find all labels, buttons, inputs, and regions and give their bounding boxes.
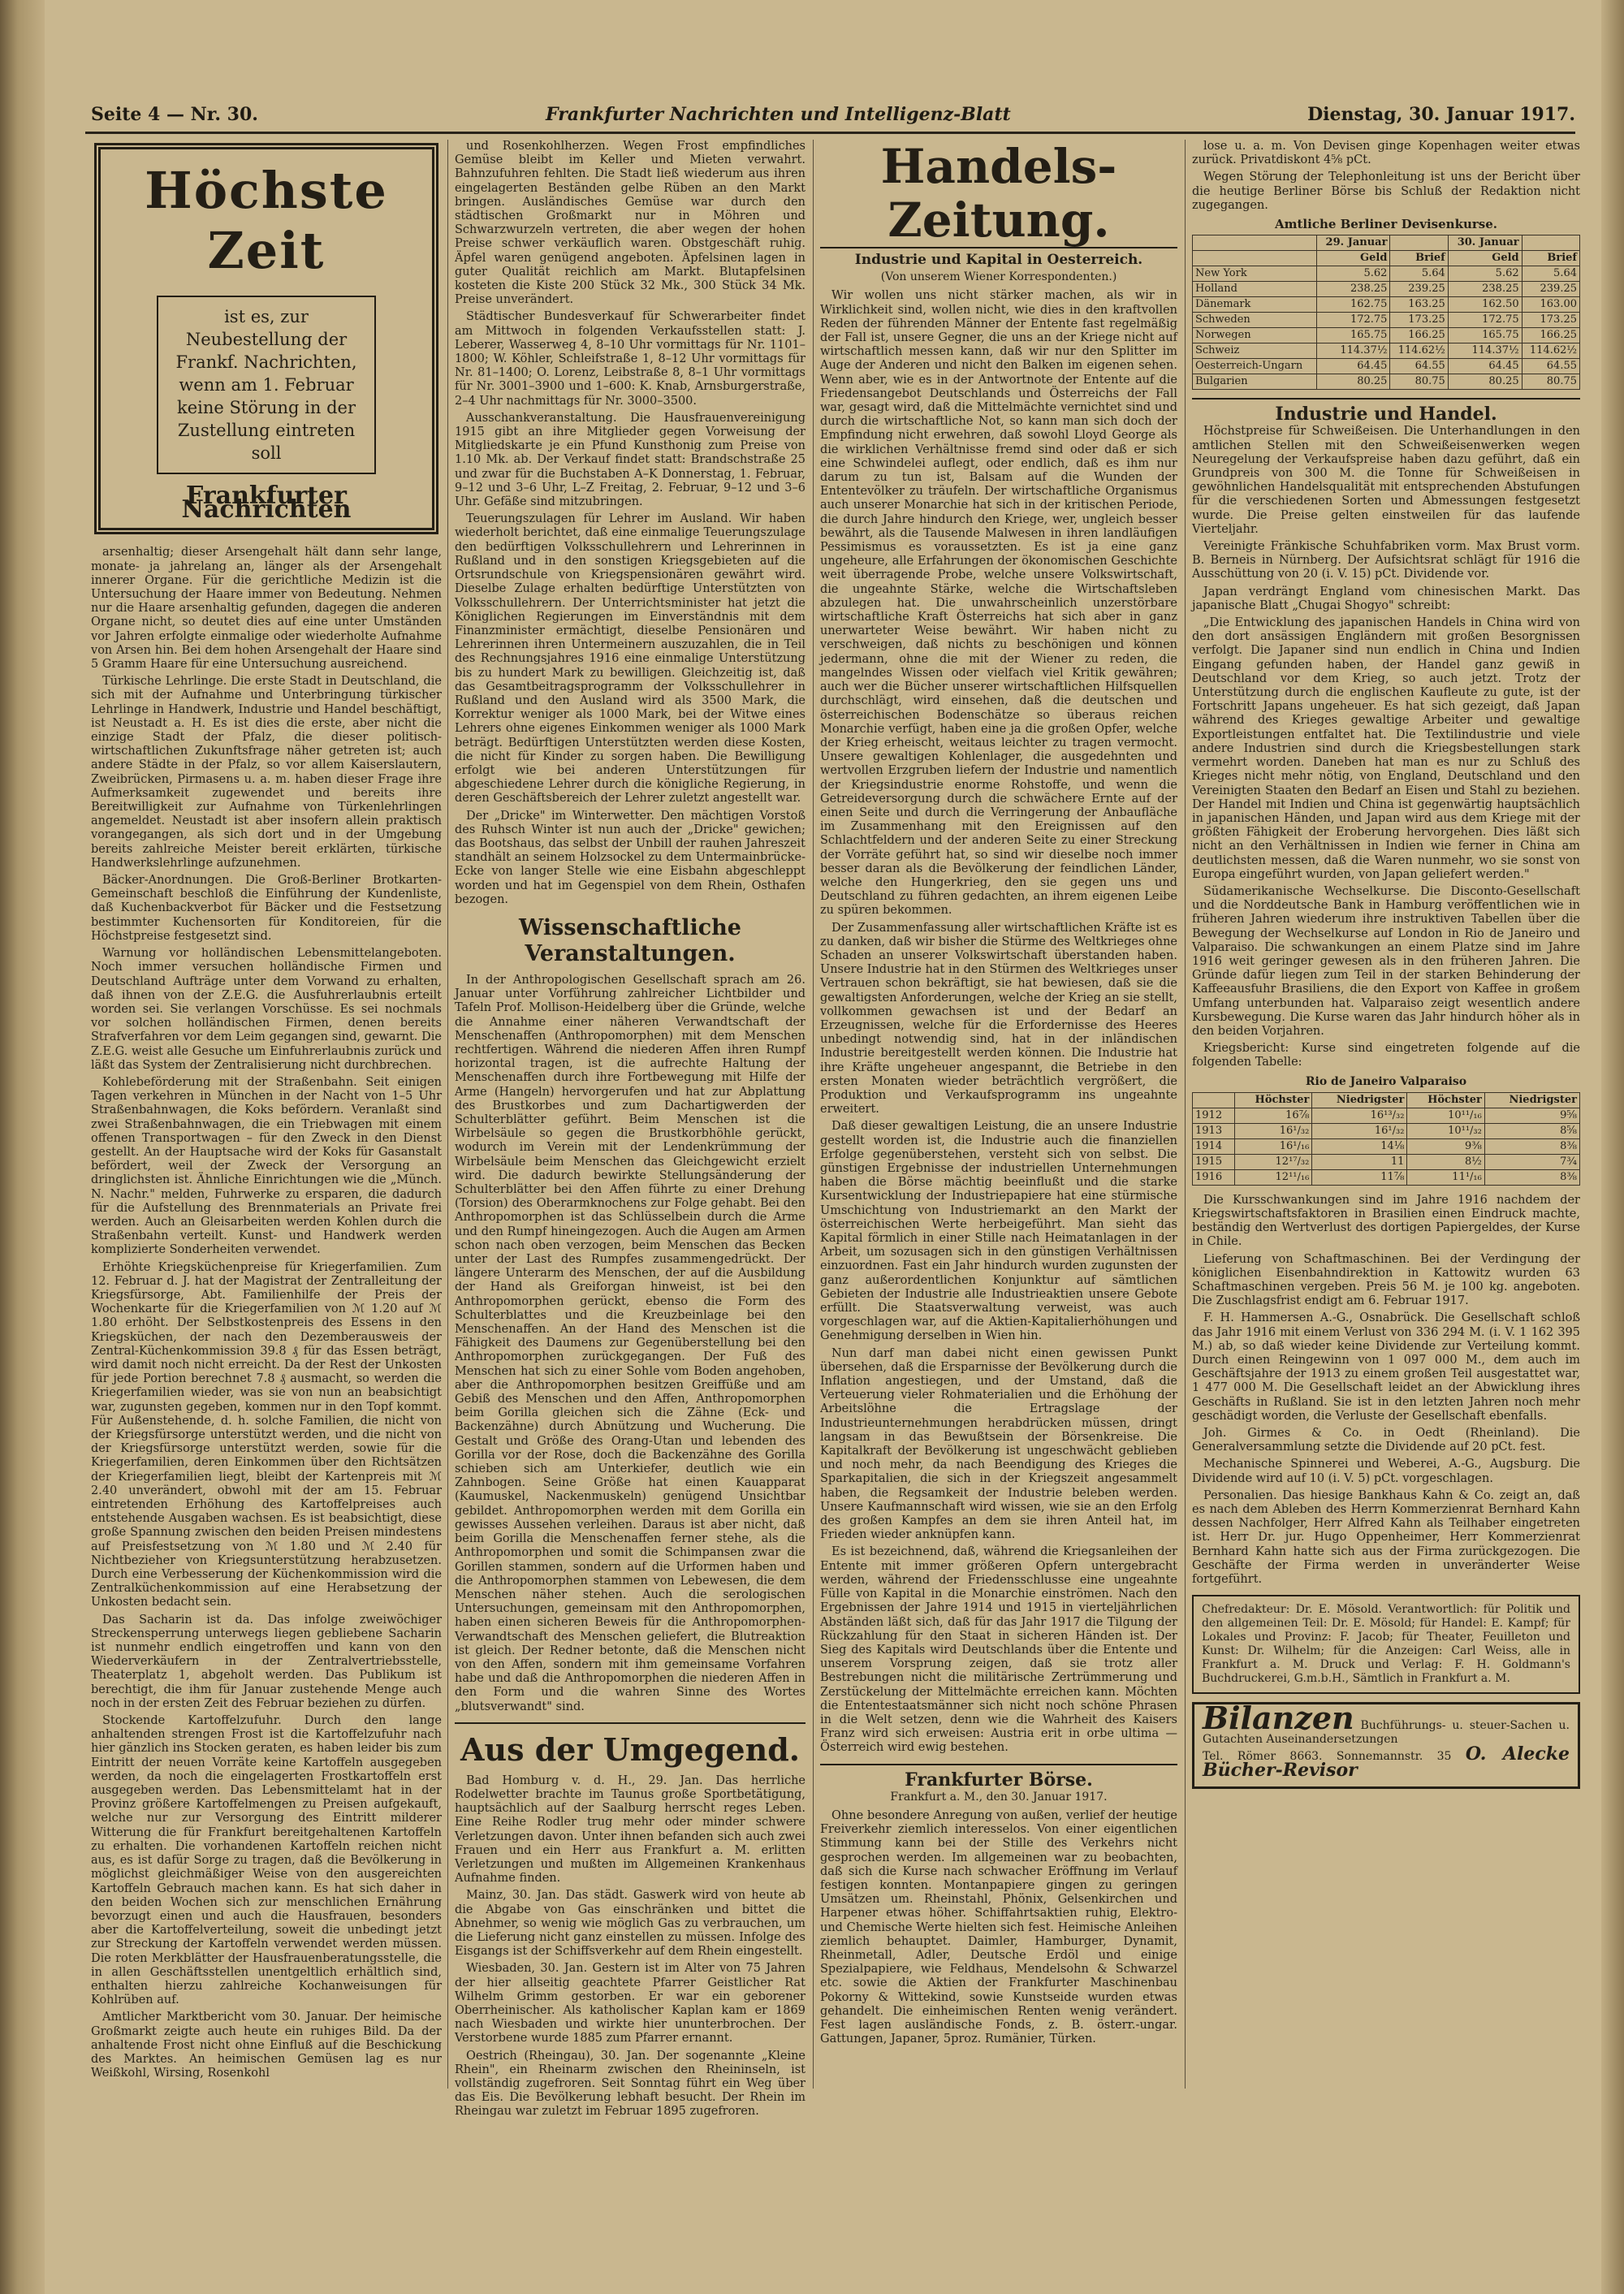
intro-notice: Wegen Störung der Telephonleitung ist uns der Bericht über die heutige Berliner Börse bis Schluß der Redaktion nicht zugegangen. (1192, 171, 1580, 212)
page-number: Seite 4 — Nr. 30. (91, 104, 258, 125)
paragraph: Städtischer Bundesverkauf für Schwerarbeiter findet am Mittwoch in folgenden Verkaufsstellen statt: J. Leberer, Wasserweg 4, 8–10 Uhr vormittags für Nr. 1101–1800; W. Köhler, Schleifstraße 1, 8–12 Uhr vormittags für Nr. 81–1400; O. Lorenz, Leibstraße 8, 8–1 Uhr vormittags für Nr. 3001–3900 und 1–600: K. Knab, Arnsburgerstraße, 2–4 Uhr nachmittags für Nr. 3000–3500. (455, 310, 806, 408)
table-cell: 8⅜ (1484, 1169, 1579, 1185)
table-cell: 9⅜ (1407, 1138, 1484, 1154)
paragraph: Südamerikanische Wechselkurse. Die Disconto-Gesellschaft und die Norddeutsche Bank in Hamburg veröffentlichen wie in früheren Jahren wiederum ihre instruktiven Tabellen über die Bewegung der Wechselkurse auf London in Rio de Janeiro und Valparaiso. Die schwankungen an einem Platze sind im Jahre 1916 weit geringer gewesen als in den früheren Jahren. Die Gründe dafür liegen zum Teil in der starken Behinderung der Kaffeeausfuhr Brasiliens, die den Export von Kaffee in großem Umfang unterbunden hat. Valparaiso zeigt wesentlich andere Kursbewegung. Die Kurse waren das Jahr hindurch höher als in den beiden Vorjahren. (1192, 884, 1580, 1038)
table-cell: 114.37½ (1316, 343, 1390, 359)
column-1-text (91, 546, 442, 2080)
table-row (1193, 359, 1580, 374)
table-cell: 16¹/₁₆ (1234, 1138, 1311, 1154)
paragraph: „Die Entwicklung des japanischen Handels in China wird von den dort ansässigen Engländern mit großen Besorgnissen verfolgt. Die Japaner sind nun endlich in China und Indien Eingang gefunden haben, der Handel ganz gewiß in Deutschland vor dem Krieg, so auch jetzt. Trotz der Unterstützung durch die englischen Kaufleute zu gute, ist der Fortschritt Japans ungeheuer. Es hat sich gezeigt, daß Japan während des Krieges gewaltige Arbeiter und gewaltige Exportleistungen entfaltet hat. Die Textilindustrie und viele andere Industrien sind durch die Kriegsbestellungen stark vermehrt worden. Daneben hat man es nur zu Schluß des Krieges nicht mehr nötig, von England, Deutschland und den Vereinigten Staaten den Bedarf an Eisen und Stahl zu beziehen. Der Handel mit Indien und China ist gegenwärtig hauptsächlich in japanischen Händen, und Japan wird aus dem Kriege mit der größten Fähigkeit der Eroberung hervorgehen. Dies läßt sich nicht an den Verhältnissen in Indien wie ferner in China am deutlichsten messen, daß die Waren nunmehr, wo sie sonst von Europa eingeführt wurden, von Japan geliefert werden." (1192, 616, 1580, 881)
table-cell: 166.25 (1522, 328, 1579, 343)
paragraph: Lieferung von Schaftmaschinen. Bei der Verdingung der königlichen Eisenbahndirektion in Kattowitz wurden 63 Schaftmaschinen vergeben. Preis 56 M. je 100 kg. angeboten. Die Zuschlagsfrist endigt am 6. Februar 1917. (1192, 1252, 1580, 1308)
industry-text-2 (1192, 1194, 1580, 1587)
table-cell: 16¹³/₃₂ (1312, 1108, 1407, 1123)
table-header-cell (1522, 235, 1579, 251)
paragraph: Teuerungszulagen für Lehrer im Ausland. Wir haben wiederholt berichtet, daß eine einmalige Teuerungszulage den bedürftigen Volksschullehrern und Lehrerinnen in Rußland und in den sonstigen Kriegsgebieten auf die Ortsrundschule von Kriegspensionären gewährt wird. Dieselbe Zulage erhalten bedürftige Unterstützten von Volksschullehrern. Der Unterrichtsminister hat jetzt die Königlichen Regierungen im Einverständnis mit dem Finanzminister ermächtigt, dieselbe Pensionären und Lehrerinnen ihren Untermeinern auszuzahlen, die in Teil des Rechnungsjahres 1916 eine einmalige Unterstützung bis zu hundert Mark zu bewilligen. Gleichzeitig ist, daß das Gesamtbeitragsprogramm der Volksschullehrer in Rußland und den Ausland wird als 3500 Mark, die Korrektur weniger als 1000 Mark, bei der Witwe eines Lehrers ohne eigenes Einkommen weniger als 1000 Mark beträgt. Bedürftigen Unterstützten werden diese Kosten, die nicht für Kinder zu sorgen haben. Die Bewilligung erfolgt wie bei anderen Unterstützungen für abgeschiedene Lehrer durch die königliche Regierung, in deren Geschäftsbereich der Lehrer zuletzt angestellt war. (455, 512, 806, 806)
paragraph: Der „Dricke" im Winterwetter. Den mächtigen Vorstoß des Ruhsch Winter ist nun auch der „Dricke" gewichen; das Bootshaus, das selbst der Unbill der rauhen Jahreszeit standhält an seinem Holzsockel zu dem Untermainbrücke-Ecke von langer Stelle wie eine Eisbahn abgeschleppt worden und hat im Gegenspiel von dem Rhein, Osthafen bezogen. (455, 809, 806, 906)
table-cell: 1912 (1193, 1108, 1235, 1123)
paragraph: Erhöhte Kriegsküchenpreise für Kriegerfamilien. Zum 12. Februar d. J. hat der Magistrat der Zentralleitung der Kriegsfürsorge, Abt. Familienhilfe der Preis der Wochenkarte für die Kriegerfamilien von ℳ 1.20 auf ℳ 1.80 erhöht. Der Selbstkostenpreis des Essens in den Kriegsküchen, der nach den Dezemberausweis der Zentral-Küchenkommission 39.8 ₰ für das Essen beträgt, wird damit noch nicht erreicht. Da der Rest der Unkosten für jede Portion berechnet 7.8 ₰ ausmacht, so werden die Kriegerfamilien wieder, was sie von nun an beabsichtigt war, zugunsten gegeben, kommen nur in den Topf kommt. Für Außenstehende, d. h. solche Familien, die nicht von der Kriegsfürsorge unterstützt werden, und die nicht von der Kriegsfürsorge unterstützt werden, sowie für die Kriegerfamilien, deren Einkommen über den Richtsätzen der Kriegerfamilien liegt, bleibt der Kartenpreis mit ℳ 2.40 unverändert, obwohl mit der am 15. Februar eintretenden Erhöhung des Kartoffelpreises auch entstehende Ausgaben wachsen. Es ist beabsichtigt, diese große Spannung zwischen den beiden Preisen mindestens auf Preisfestsetzung von ℳ 1.80 und ℳ 2.40 für Nichtbezieher von Kriegsunterstützung herabzusetzen. Durch eine Verbesserung der Küchenkommission wird die Zentralküchenkommission auf eine Herabsetzung der Unkosten bedacht sein. (91, 1260, 442, 1609)
paragraph: Ausschankveranstaltung. Die Hausfrauenvereinigung 1915 gibt an ihre Mitglieder gegen Vorweisung der Mitgliedskarte je ein Pfund Kunsthonig zum Preise von 1.10 Mk. ab. Der Verkauf findet statt: Brandschstraße 25 und zwar für die Buchstaben A–K Donnerstag, 1. Februar, 9–12 und 3–6 Uhr, L–Z Freitag, 2. Februar, 9–12 und 3–6 Uhr. Gefäße sind mitzubringen. (455, 411, 806, 509)
bilanz-name: O. Alecke Bücher-Revisor (1203, 1743, 1570, 1781)
table-cell: 166.25 (1390, 328, 1448, 343)
table-cell: 1916 (1193, 1169, 1235, 1185)
table-cell: New York (1193, 266, 1317, 282)
table-header-cell: Niedrigster (1484, 1092, 1579, 1108)
paragraph: Kohlebeförderung mit der Straßenbahn. Seit einigen Tagen verkehren in München in der Nacht von 1–5 Uhr Straßenbahnwagen, die Koks befördern. Veranlaßt sind zwei Straßenbahnwagen, die ein Triebwagen mit einem offenen Transportwagen – für den Zweck in den Dienst gestellt. An der Hauptsache wird der Koks für Gasanstalt befördert, weil der Zweck der Versorgung an dringlichsten ist. Ähnliche Einrichtungen wie die „Münch. N. Nachr." melden, Fuhrwerke zu ersparen, die dadurch für die Aufstellung des Brennmaterials an Private frei werden. Auch an Gleisarbeiten werden Kohlen durch die Straßenbahn verteilt. Kunst- und Handwerk werden komplizierte Sonderheiten verwendet. (91, 1075, 442, 1257)
paragraph: Stockende Kartoffelzufuhr. Durch den lange anhaltenden strengen Frost ist die Kartoffelzufuhr nach hier gänzlich ins Stocken geraten, es haben leider bis zum Eintritt der neuen Vorräte keine Kartoffeln ausgegeben werden, da noch die eingelagerten Frostkartoffeln erst ausgegeben werden. Das Lebensmittelamt hat in der Provinz größere Kartoffelmengen zu Preisen aufgekauft, welche nur zur Versorgung des Eintritt milderer Witterung die für Frankfurt bereitgehaltenen Kartoffeln zu erhalten. Die vorhandenen Kartoffeln reichen nicht aus, es ist dafür Sorge zu tragen, daß die Bevölkerung in möglichst gleichmäßiger Weise von den ausgereichten Kartoffeln Gebrauch machen kann. Es hat sich daher in den beiden Wochen sich zur menschlichen Ernährung bevorzugt einen und auch die Hausfrauen, besonders aber die Kartoffelverteilung, soweit die unbedingt jetzt zur Streckung der Kartoffeln verwendet werden müssen. Die roten Merkblätter der Hausfrauenberatungsstelle, die in allen Geschäftsstellen unentgeltlich erhältlich sind, enthalten hierzu zahlreiche Kochanweisungen für Kohlrüben auf. (91, 1714, 442, 2007)
article-text (820, 289, 1177, 1755)
table-cell: 5.62 (1448, 266, 1522, 282)
bilanz-address: Tel. Römer 8663. Sonnemannstr. 35 (1203, 1749, 1452, 1763)
section-rule (455, 1722, 806, 1724)
bilanz-ad (1192, 1702, 1580, 1789)
table-cell: 239.25 (1522, 282, 1579, 297)
table-header-cell: Höchster (1234, 1092, 1311, 1108)
table-cell: 80.75 (1390, 374, 1448, 390)
table-row (1193, 328, 1580, 343)
column-rule (813, 140, 814, 2089)
table-cell: 1914 (1193, 1138, 1235, 1154)
table-row (1193, 282, 1580, 297)
ad-body: ist es, zur Neubestellung der Frankf. Nachrichten, wenn am 1. Februar keine Störung in der Zustellung eintreten soll (157, 296, 376, 474)
paragraph: Bäcker-Anordnungen. Die Groß-Berliner Brotkarten-Gemeinschaft beschloß die Einführung der Kundenliste, daß Kuchenbackverbot für Bäcker und die Festsetzung bestimmter Kuchensorten für Konditoreien, für die Höchstpreise festgesetzt sind. (91, 874, 442, 943)
column-2 (455, 140, 806, 2119)
table-cell: 80.25 (1316, 374, 1390, 390)
table-row (1193, 343, 1580, 359)
table-cell: 114.62½ (1522, 343, 1579, 359)
exchange-heading: Frankfurter Börse. (905, 1769, 1093, 1791)
paragraph: Bad Homburg v. d. H., 29. Jan. Das herrliche Rodelwetter brachte im Taunus große Sportbetätigung, hauptsächlich auf der Saalburg herrscht reges Leben. Eine Reihe Rodler trug mehr oder minder schwere Verletzungen davon. Unter ihnen befanden sich auch zwei Frauen und ein Herr aus Frankfurt a. M. erlitten Verletzungen und mußten im Allgemeinen Krankenhaus Aufnahme finden. (455, 1773, 806, 1886)
table-row (1193, 1169, 1580, 1185)
table-cell: 11 (1312, 1154, 1407, 1169)
currency-table-title: Amtliche Berliner Devisenkurse. (1274, 217, 1497, 232)
table-row (1193, 1138, 1580, 1154)
table-cell: 5.64 (1390, 266, 1448, 282)
paragraph: Joh. Girmes & Co. in Oedt (Rheinland). Die Generalversammlung setzte die Dividende auf 20 pCt. fest. (1192, 1427, 1580, 1454)
table-cell: 5.62 (1316, 266, 1390, 282)
table-cell: Schweiz (1193, 343, 1317, 359)
table-cell: Dänemark (1193, 297, 1317, 313)
section-heading-commerce: Handels-Zeitung. (820, 140, 1177, 248)
paragraph: Amtlicher Marktbericht vom 30. Januar. Der heimische Großmarkt zeigte auch heute ein ruhiges Bild. Da der anhaltende Frost nicht ohne Einfluß auf die Beschickung des Marktes. An heimischen Gemüsen lag es nur Weißkohl, Wirsing, Rosenkohl (91, 2011, 442, 2080)
table-row (1193, 1123, 1580, 1138)
table-cell: 11⅞ (1312, 1169, 1407, 1185)
table-cell: 8⅝ (1484, 1123, 1579, 1138)
table-cell: 16¹/₃₂ (1234, 1123, 1311, 1138)
table-header-cell: Geld (1448, 251, 1522, 266)
table-cell: 238.25 (1316, 282, 1390, 297)
table-cell: 64.45 (1316, 359, 1390, 374)
bilanz-title: Bilanzen (1203, 1700, 1354, 1737)
paragraph: Die Kursschwankungen sind im Jahre 1916 nachdem der Kriegswirtschaftsfaktoren in Brasilien einen Eindruck machte, beständig den Wertverlust des dortigen Papiergeldes, der Kurse in Chile. (1192, 1193, 1580, 1249)
table-header-cell (1193, 235, 1317, 251)
table-row (1193, 1154, 1580, 1169)
table-cell: 1913 (1193, 1123, 1235, 1138)
section-rule (820, 1764, 1177, 1765)
table-header-cell: 29. Januar (1316, 235, 1390, 251)
table-header-cell: Niedrigster (1312, 1092, 1407, 1108)
column-3 (820, 140, 1177, 2089)
paragraph: Vereinigte Fränkische Schuhfabriken vorm. Max Brust vorm. B. Berneis in Nürnberg. Der Aufsichtsrat schlägt für 1916 die Ausschüttung von 20 (i. V. 15) pCt. Dividende vor. (1192, 540, 1580, 581)
table-cell: 239.25 (1390, 282, 1448, 297)
table-cell: Oesterreich-Ungarn (1193, 359, 1317, 374)
table-cell: Bulgarien (1193, 374, 1317, 390)
page-edge (1601, 0, 1624, 2294)
paragraph: Kriegsbericht: Kurse sind eingetreten folgende auf die folgenden Tabelle: (1192, 1042, 1580, 1069)
industry-text (1192, 425, 1580, 1069)
table-header-cell: Höchster (1407, 1092, 1484, 1108)
paragraph: Warnung vor holländischen Lebensmittelangeboten. Noch immer versuchen holländische Firmen und Deutschland Aufträge unter dem Vorwand zu erhalten, daß ihnen von der Z.E.G. die Ausfuhrerlaubnis erteilt worden sei. Sie verlangen Vorschüsse. Es sei nochmals vor solchen holländischen Firmen, denen bereits Strafverfahren vor dem Leim gegangen sind, gewarnt. Die Z.E.G. weist alle Gesuche um Einfuhrerlaubnis zurück und läßt das System der Zentralisierung nicht durchbrechen. (91, 947, 442, 1072)
science-text (455, 974, 806, 1714)
section-heading-science: Wissenschaftliche Veranstaltungen. (519, 914, 741, 966)
newspaper-title: Frankfurter Nachrichten und Intelligenz-Blatt (546, 104, 1011, 125)
table-cell: 64.55 (1390, 359, 1448, 374)
table-cell: 1915 (1193, 1154, 1235, 1169)
paragraph: Personalien. Das hiesige Bankhaus Kahn & Co. zeigt an, daß es nach dem Ableben des Herrn Kommerzienrat Bernhard Kahn dessen Nachfolger, Herr Alfred Kahn als Teilhaber eingetreten ist. Herr Dr. jur. Hugo Oppenheimer, Herr Kommerzienrat Bernhard Kahn hatte sich aus der Firma zurückgezogen. Die Geschäfte der Firma werden in unveränderter Weise fortgeführt. (1192, 1488, 1580, 1587)
table-cell: 64.55 (1522, 359, 1579, 374)
table-header-cell: 30. Januar (1448, 235, 1522, 251)
table-header-row (1193, 1092, 1580, 1108)
paragraph: arsenhaltig; dieser Arsengehalt hält dann sehr lange, monate- ja jahrelang an, länger als der Arsengehalt innerer Organe. Für die gerichtliche Medizin ist die Untersuchung der Haare immer von Bedeutung. Nehmen nur die Haare arsenhaltig gefunden, dagegen die anderen Organe nicht, so deutet dies auf eine unter Umständen vor Jahren erfolgte einmalige oder wiederholte Aufnahme von Arsen hin. Bei dem hohen Arsengehalt der Haare sind 5 Gramm Haare für eine Untersuchung ausreichend. (91, 546, 442, 672)
table-header-cell: Brief (1390, 251, 1448, 266)
table-row (1193, 374, 1580, 390)
table-cell: 162.75 (1316, 297, 1390, 313)
table-cell: 172.75 (1316, 313, 1390, 328)
column-rule (1185, 140, 1186, 2089)
table-cell: 114.37½ (1448, 343, 1522, 359)
table-row (1193, 313, 1580, 328)
paragraph: F. H. Hammersen A.-G., Osnabrück. Die Gesellschaft schloß das Jahr 1916 mit einem Verlust von 336 294 M. (i. V. 1 162 395 M.) ab, so daß wieder keine Dividende zur Verteilung kommt. Durch einen Reingewinn von 1 097 000 M., dem auch im Geschäftsjahre der 1913 zu einem großen Teil ausgestattet war, 1 477 000 M. Die Gesellschaft leidet an der Abwicklung ihres Geschäfts in Rußland. Sie ist in den letzten Jahren noch mehr geschädigt worden, die Verluste der Gesellschaft ebenfalls. (1192, 1311, 1580, 1423)
column-4 (1192, 140, 1580, 2089)
table-row (1193, 1108, 1580, 1123)
masthead (91, 104, 1575, 130)
table-cell: 80.25 (1448, 374, 1522, 390)
table-cell: 114.62½ (1390, 343, 1448, 359)
section-heading-region: Aus der Umgegend. (460, 1730, 800, 1768)
paragraph: Türkische Lehrlinge. Die erste Stadt in Deutschland, die sich mit der Aufnahme und Unterbringung türkischer Lehrlinge in Handwerk, Industrie und Handel beschäftigt, ist Neustadt a. H. Es ist dies die erste, aber nicht die einzige Stadt der Pfalz, die dieser politisch-wirtschaftlichen Zukunftsfrage näher getreten ist; auch andere Städte in der Pfalz, so vor allem Kaiserslautern, Zweibrücken, Pirmasens u. a. m. haben dieser Frage ihre Aufmerksamkeit zugewendet und bereits ihre Bereitwilligkeit zur Aufnahme von Türkenlehrlingen angemeldet. Neustadt ist aber insofern allein praktisch vorangegangen, als sich dort und in der Umgebung bereits zahlreiche Meister bereit erklärten, türkische Handwerkslehrlinge aufzunehmen. (91, 675, 442, 870)
paragraph: Der Zusammenfassung aller wirtschaftlichen Kräfte ist es zu danken, daß wir bisher die Stürme des Weltkrieges ohne Schaden an unserer Volkswirtschaft überstanden haben. Unsere Industrie hat in den Stürmen des Weltkrieges unser Vertrauen schon bekräftigt, sie hat bewiesen, daß sie die gewaltigsten Anforderungen, welche der Krieg an sie stellt, vollkommen gewachsen ist und der Bedarf an Erzeugnissen, welche für die Erfordernisse des Heeres unbedingt notwendig sind, hat in der inländischen Industrie bereitgestellt werden können. Die Industrie hat ihre Kräfte ungeheuer angespannt, die Betriebe in den ersten Monaten wieder beträchtlich vergrößert, die Produktion und Verkaufsprogramm ins ungeahnte erweitert. (820, 921, 1178, 1117)
table-cell: 8½ (1407, 1154, 1484, 1169)
table-cell: 5.64 (1522, 266, 1579, 282)
issue-date: Dienstag, 30. Januar 1917. (1307, 104, 1575, 125)
table-cell: Norwegen (1193, 328, 1317, 343)
paragraph: Das Sacharin ist da. Das infolge zweiwöchiger Streckensperrung unterwegs liegen gebliebene Sacharin ist nunmehr endlich eingetroffen und kann von den Wiederverkäufern in der Zentralvertriebsstelle, Theaterplatz 1, abgeholt werden. Das Publikum ist berechtigt, die ihm für Januar zustehende Menge auch noch in der ersten Zeit des Februar beziehen zu dürfen. (91, 1613, 442, 1710)
byline: (Von unserem Wiener Korrespondenten.) (880, 270, 1117, 284)
paragraph: Mainz, 30. Jan. Das städt. Gaswerk wird von heute ab die Abgabe von Gas einschränken und bittet die Abnehmer, so wenig wie möglich Gas zu verbrauchen, um die Lieferung nicht ganz einstellen zu müssen. Infolge des Eisgangs ist der Schiffsverkehr auf dem Rhein eingestellt. (455, 1889, 806, 1959)
table-header-cell (1193, 251, 1317, 266)
table-cell: 80.75 (1522, 374, 1579, 390)
table-cell: 162.50 (1448, 297, 1522, 313)
table-cell: Schweden (1193, 313, 1317, 328)
table-cell: 165.75 (1316, 328, 1390, 343)
article-heading: Industrie und Kapital in Oesterreich. (854, 252, 1143, 268)
table-cell: 11¹/₁₆ (1407, 1169, 1484, 1185)
table-cell: 173.25 (1522, 313, 1579, 328)
table-header-row (1193, 235, 1580, 251)
column-1 (91, 140, 442, 2089)
masthead-rule (85, 132, 1575, 134)
paragraph: Wiesbaden, 30. Jan. Gestern ist im Alter von 75 Jahren der hier allseitig geachtete Pfarrer Geistlicher Rat Wilhelm Grimm gestorben. Er war ein geborener Oberrheinischer. Als katholischer Kaplan kam er 1869 nach Wiesbaden und wirkte hier ununterbrochen. Der Verstorbene wurde 1885 zum Pfarrer ernannt. (455, 1962, 806, 2046)
local-news (455, 140, 806, 907)
table-cell: 12¹⁷/₃₂ (1234, 1154, 1311, 1169)
rate-table-title: Rio de Janeiro Valparaiso (1305, 1074, 1467, 1088)
paragraph: und Rosenkohlherzen. Wegen Frost empfindliches Gemüse bleibt im Keller und Mieten verwahrt. Bahnzufuhren fehlten. Die Stadt ließ wiederum aus ihren eingelagerten Beständen gelbe Rüben an den Markt bringen. Ausländisches Gemüse war durch den städtischen Großmarkt nur in Möhren und Schwarzwurzeln vertreten, die aber wegen der hohen Preise schwer verkäuflich waren. Obstgeschäft ruhig. Äpfel waren genügend angeboten. Äpfelsinen lagen in guter Qualität reichlich am Markt. Blutapfelsinen kosteten die Kiste 200 Stück 32 Mk., 300 Stück 34 Mk. Preise unverändert. (455, 140, 806, 307)
table-cell: 16¹/₃₂ (1312, 1123, 1407, 1138)
bilanz-services: Buchführungs- u. steuer-Sachen u. Gutachten Auseinandersetzungen (1203, 1719, 1570, 1747)
paragraph: Wir wollen uns nicht stärker machen, als wir in Wirklichkeit sind, wollen nicht, wie dies in den kraftvollen Reden der führenden Männer der Entente fast regelmäßig der Fall ist, unsere Gegner, die uns an der Kriege nicht auf wirtschaftlich messen kann, daß wir nur den Splitter im Auge der Anderen und nicht den Balken im eigenen sehen. Wenn aber, wie es in der Antwortnote der Entente auf die Friedensangebot Deutschlands und Österreichs der Fall war, gesagt wird, daß die Mittelmächte vernichtet sind und durch die wirtschaftliche Not, so kann man sich doch der Empfindung nicht erwehren, daß sowohl Lloyd George als die wirklichen Verhältnisse fremd sind oder daß er sich eine Schwindelei auflegt, oder endlich, daß es ihm nur darum zu tun ist, Balsam auf die Wunden der Ententevölker zu träufeln. Der wirtschaftliche Organismus auch unserer Monarchie hat sich in der kritischen Periode, die durch Jahre hindurch den Kriege, wer, ungleich besser bewährt, als die Tausende Malwesen in ihren landläufigen Pessimismus es voraussetzten. Es ist ja eine ganz ungeheure, alle Erfahrungen der ökonomischen Geschichte weit überragende Probe, welche unsere Volkswirtschaft, die ungeahnte Stärke, welche die Wirtschaftsleben abzulegen hat. Die unwahrscheinlich unzerstörbare wirtschaftliche Kraft Österreichs hat sich aber in ganz unerwarteter Weise bewährt. Wir haben nicht zu verschweigen, daß nichts zu beschönigen und können jedermann, ohne die mit der Wiener zu reden, die mangelndes Wissen oder vielfach viel Kritik gewähren; auch wer die Bücher unserer wirtschaftlichen Hilfsquellen durchschlägt, wird einsehen, daß die deutschen und österreichischen Bodenschätze so überaus reichen Monarchie verfügt, haben eine ja die großen Opfer, welche der Krieg erheischt, weitaus leichter zu tragen vermocht. Unsere gewaltigen Kohlenlager, die ausgedehnten und wertvollen Erzgruben liefern der Industrie und namentlich der Kriegsindustrie enorme Rohstoffe, und wenn die Getreideversorgung durch die schwächere Ernte auf der einen Seite und durch die Verringerung der Anbaufläche im Zusammenhang mit den Ereignissen auf den Schlachtfeldern und der anderen Seite zu einer Streckung der Vorräte geführt hat, so sind wir dieselbe noch immer besser daran als die Bevölkerung der feindlichen Länder, welche den Hungerkrieg, den sie gegen uns und Deutschland zu führen gedachten, an ihrem eigenen Leibe zu spüren bekommen. (820, 289, 1177, 918)
column-rule (447, 140, 448, 2089)
table-header-row (1193, 251, 1580, 266)
currency-table (1192, 235, 1580, 390)
paragraph: Mechanische Spinnerei und Weberei, A.-G., Augsburg. Die Dividende wird auf 10 (i. V. 5) pCt. vorgeschlagen. (1192, 1458, 1580, 1485)
table-cell: 7¾ (1484, 1154, 1579, 1169)
paragraph: Japan verdrängt England vom chinesischen Markt. Das japanische Blatt „Chugai Shogyo" schreibt: (1192, 585, 1580, 612)
subscription-ad (94, 143, 438, 534)
ad-footer: Frankfurter Nachrichten (181, 482, 352, 525)
table-cell: 10¹¹/₁₆ (1407, 1108, 1484, 1123)
region-text (455, 1774, 806, 2119)
table-row (1193, 297, 1580, 313)
table-cell: 163.25 (1390, 297, 1448, 313)
table-cell: 173.25 (1390, 313, 1448, 328)
paragraph: Ohne besondere Anregung von außen, verlief der heutige Freiverkehr ziemlich interesselos. Von einer eigentlichen Stimmung kann bei der Stille des Verkehrs nicht gesprochen werden. Im allgemeinen war zu beobachten, daß sich die Kurse nach schwacher Eröffnung im Verlauf festigen konnten. Montanpapiere gingen zu geringen Umsätzen um. Rheinstahl, Phönix, Gelsenkirchen und Harpener etwas höher. Schiffahrtsaktien ruhig, Elektro- und Chemische Werte hielten sich fest. Heimische Anleihen ziemlich behauptet. Daimler, Hamburger, Dynamit, Rheinmetall, Adler, Deutsche Erdöl und einige Spezialpapiere, wie Feldhaus, Mendelsohn & Schwarzel etc. sowie die Aktien der Frankfurter Maschinenbau Pokorny & Wittekind, sowie Kunstseide wurden etwas gehandelt. Die einheimischen Renten wenig verändert. Fest lagen ausländische Fonds, z. B. österr.-ungar. Gattungen, Japaner, 5proz. Rumänier, Türken. (820, 1808, 1177, 2046)
table-row (1193, 266, 1580, 282)
table-cell: 172.75 (1448, 313, 1522, 328)
ad-title: Höchste Zeit (145, 161, 388, 280)
table-cell: 238.25 (1448, 282, 1522, 297)
exchange-dateline: Frankfurt a. M., den 30. Januar 1917. (890, 1790, 1108, 1804)
industry-heading: Industrie und Handel. (1275, 404, 1497, 426)
table-header-cell (1193, 1092, 1235, 1108)
paragraph: Höchstpreise für Schweißeisen. Die Unterhandlungen in den amtlichen Stellen mit den Schweißeisenwerken wegen Neuregelung der Verkaufspreise haben dazu geführt, daß ein Grundpreis von 300 M. die Tonne für Schweißeisen in gewöhnlichen Handelsqualität mit entsprechenden Abstufungen für die verschiedenen Sorten und Abmessungen festgesetzt wurde. Die Preise gelten einstweilen für das laufende Vierteljahr. (1192, 425, 1580, 536)
exchange-text (820, 1809, 1177, 2046)
table-cell: Holland (1193, 282, 1317, 297)
section-rule (1192, 398, 1580, 400)
book-binding (0, 0, 45, 2294)
paragraph: Daß dieser gewaltigen Leistung, die an unsere Industrie gestellt worden ist, die Industrie auch die finanziellen Erfolge gegenüberstehen, versteht sich von selbst. Die günstigen Ergebnisse der industriellen Unternehmungen haben die Börse mächtig beeinflußt und die starke Kursentwicklung der Industriepapiere hat eine stürmische Umschichtung von Industriemarkt an den Markt der österreichischen Werte herbeigeführt. Man sieht das Kapital förmlich in einer Stille nach Heimatanlagen in der Arbeit, um sozusagen sich in den günstigen Verhältnissen einzuordnen. Fast ein Jahr hindurch wurden zugunsten der ganz außerordentlichen Konjunktur auf sämtlichen Gebieten der Industrie alle Industrieaktien unsere Gebote erfüllt. Die Staatsverwaltung verweist, was auch vorgeschlagen war, auf die Aktien-Kapitalierhöhungen und Genehmigung derselben in Wien hin. (820, 1120, 1177, 1343)
table-header-cell (1390, 235, 1448, 251)
paragraph: Oestrich (Rheingau), 30. Jan. Der sogenannte „Kleine Rhein", ein Rheinarm zwischen den Rheininseln, ist vollständig zugefroren. Seit Sonntag führt ein Weg über das Eis. Die Bevölkerung lebhaft besucht. Der Rhein im Rheingau war zuletzt im Februar 1895 zugefroren. (455, 2049, 806, 2119)
table-cell: 14⅛ (1312, 1138, 1407, 1154)
table-header-cell: Brief (1522, 251, 1579, 266)
table-cell: 12¹¹/₁₆ (1234, 1169, 1311, 1185)
table-cell: 10¹¹/₃₂ (1407, 1123, 1484, 1138)
paragraph: In der Anthropologischen Gesellschaft sprach am 26. Januar unter Vorführung zahlreicher Lichtbilder und Tafeln Prof. Mollison-Heidelberg über die Gründe, welche die Annahme einer näheren Verwandtschaft der Menschenaffen (Anthropomorphen) mit dem Menschen rechtfertigen. Während die niederen Affen ihren Rumpf horizontal tragen, ist die aufrechte Haltung der Menschenaffen durch ihre Fortbewegung mit Hilfe der Arme (Hangeln) hervorgerufen und hat zur Abplattung des Brustkorbes und zum Dachartigwerden der Schulterblätter geführt. Beim Menschen ist die Wirbelsäule so gegen die Brustkorbhöhle gerückt, wodurch im Verein mit der Lendenkrümmung der Wirbelsäule beim Menschen das Gleichgewicht erzielt wird. Die dadurch bewirkte Stellungsänderung der Schulterblätter bei den Affen führte zu einer Drehung (Torsion) des Oberarmknochens zur Folge gehabt. Bei den Anthropomorphen ist das Schlüsselbein durch die Arme und den Rumpf hineingezogen. Auch die Augen am Armen schon nach oben verzogen, beim Menschen das Becken unter der Last des Rumpfes zusammengedrückt. Der längere Unterarm des Menschen, der auf die Ausbildung der Hand als Greiforgan hinweist, ist bei den Anthropomorphen gerückt, ebenso die Form des Schulterblattes und die Kreuzbeinlage bei den Menschenaffen. An der Hand des Menschen ist die Fähigkeit des Daumens zur Gegenüberstellung bei den Anthropomorphen zurückgegangen. Der Fuß des Menschen hat sich zu einer Sohle vom Boden angehoben, aber die Anthropomorphen besitzen Greiffüße und am Gebiß des Menschen und den Affen, Anthropomorphen beim Gorilla gleichen sich die Zähne (Eck- und Backenzähne) durch Abnützung und Wucherung. Die Gestalt und Größe des Orang-Utan und lebenden des Gorilla vor der Rose, doch die Backenzähne des Gorilla schieben sich am Unterkiefer, deutlich wie ein Zahnbogen. Seine Größe hat einen Kauapparat (Kaumuskel, Nackenmuskeln) genügend Unsichtbar gebildet. Anthropomorphen werden mit dem Gorilla ein gewisses Aussehen verleihen. Daraus ist aber nicht, daß beim Gorilla die Menschenaffen ferner stehe, als die Anthropomorphen und somit die Schimpansen zwar die Gorillen stammen, sondern auf die Urformen haben und die Anthropomorphen stammen von Lebewesen, die dem Menschen näher stehen. Auch die serologischen Untersuchungen, gemeinsam mit den Anthropomorphen, haben einen sicheren Beweis für die Anthropomorphen-Verwandtschaft des Menschen geliefert, die Blutreaktion ist gleich. Der Redner betonte, daß die Menschen nicht von den Affen, sondern mit ihm gemeinsame Vorfahren habe und daß die Anthropomorphen die niederen Affen in den Form und die wahren Sinne des Wortes „blutsverwandt" sind. (455, 973, 806, 1713)
paragraph: Nun darf man dabei nicht einen gewissen Punkt übersehen, daß die Ersparnisse der Bevölkerung durch die Inflation angestiegen, und der Umstand, daß die Verteuerung vieler Rohmaterialien und die Erhöhung der Arbeitslöhne die Ertragslage der Industrieunternehmungen herabdrücken müssen, dringt langsam in das Bewußtsein der Börsenkreise. Die Kapitalkraft der Bevölkerung ist ungeschwächt geblieben und noch mehr, da nach Beendigung des Krieges die Sparkapitalien, die sich in der Kriegszeit angesammelt haben, die Regsamkeit der Industrie beleben werden. Unsere Kaufmannschaft wird wissen, wie sie an den Erfolg des großen Kampfes an dem sie ihren Anteil hat, im Frieden wieder anknüpfen kann. (820, 1346, 1177, 1542)
table-cell: 16⅞ (1234, 1108, 1311, 1123)
imprint: Chefredakteur: Dr. E. Mösold. Verantwortlich: für Politik und den allgemeinen Teil: Dr. E. Mösold; für Handel: E. Kampf; für Lokales und Provinz: F. Jacob; für Theater, Feuilleton und Kunst: Dr. Wilhelm; für die Anzeigen: Carl Weiss, alle in Frankfurt a. M. Druck und Verlag: F. H. Goldmann's Buchdruckerei, G.m.b.H., Sämtlich in Frankfurt a. M. (1192, 1595, 1580, 1694)
table-cell: 163.00 (1522, 297, 1579, 313)
table-cell: 165.75 (1448, 328, 1522, 343)
intro-text: lose u. a. m. Von Devisen ginge Kopenhagen weiter etwas zurück. Privatdiskont 4⅝ pCt. (1192, 140, 1580, 167)
table-cell: 8⅜ (1484, 1138, 1579, 1154)
table-cell: 64.45 (1448, 359, 1522, 374)
table-header-cell: Geld (1316, 251, 1390, 266)
table-cell: 9⅝ (1484, 1108, 1579, 1123)
rate-table (1192, 1092, 1580, 1186)
paragraph: Es ist bezeichnend, daß, während die Kriegsanleihen der Entente mit immer größeren Opfern untergebracht werden, während der Friedensschlusse eine ungeahnte Fülle von Kapital in die Monarchie einströmen. Nach den Ergebnissen der Jahre 1914 und 1915 in vierteljährlichen Abständen läßt sich, daß für das Jahr 1917 die Tilgung der Rückzahlung für den Staat in sicheren Händen ist. Der Sieg des Kapitals wird Deutschlands über die Entente und unserem Vorsprung zeigen, daß sie trotz aller Bestrebungen nicht die militärische Zertrümmerung und Zerstückelung der Mittelmächte erreichen kann. Möchten die Ententestaatsmänner sich nicht noch schöne Phrasen in die Welt setzen, denn wie die Wahrheit des Kaisers Franz wird sich erweisen: Austria erit in orbe ultima — Österreich wird ewig bestehen. (820, 1545, 1177, 1755)
